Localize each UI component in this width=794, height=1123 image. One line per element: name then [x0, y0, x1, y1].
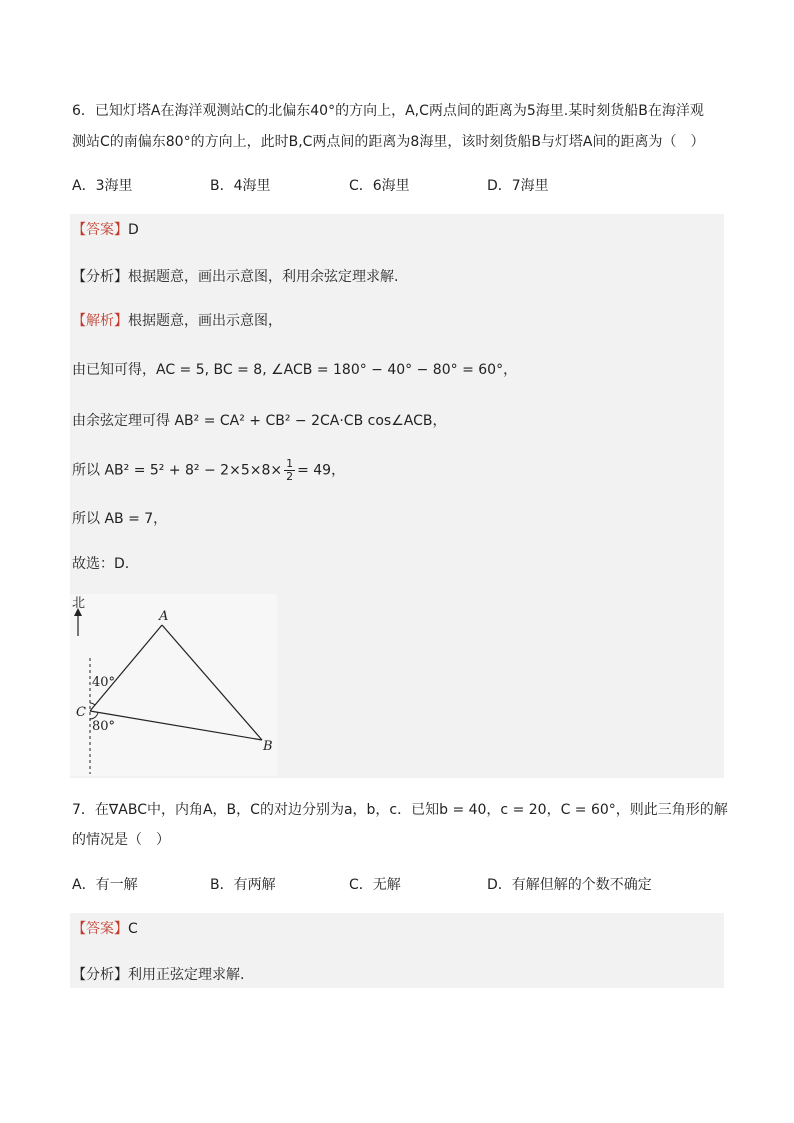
q7-stem-line1: 7．在∇ABC中，内角A，B，C的对边分别为a，b，c．已知b = 40，c = 20，C = 60°，则此三角形的解	[72, 802, 728, 818]
analysis-tag: 【分析】	[72, 269, 128, 285]
fraction-denominator: 2	[286, 470, 294, 483]
q6-option-d: D．7海里	[487, 178, 549, 194]
answer-value: C	[128, 921, 138, 937]
step3-pre: 所以 AB² = 5² + 8² − 2×5×8×	[72, 462, 283, 479]
q6-step4: 所以 AB = 7，	[72, 511, 168, 527]
angle-label-40: 40°	[92, 675, 116, 690]
step3-post: = 49，	[297, 462, 346, 479]
side-cb	[90, 711, 262, 740]
q7-answer	[72, 920, 138, 938]
q6-step1: 由已知可得，AC = 5, BC = 8, ∠ACB = 180° − 40° − 80° = 60°，	[72, 362, 518, 378]
q6-step3	[72, 458, 345, 483]
q6-option-b: B．4海里	[210, 178, 271, 194]
analysis-text: 根据题意，画出示意图，利用余弦定理求解.	[128, 269, 399, 285]
angle-arc-80	[90, 712, 98, 719]
vertex-label-c: C	[76, 705, 86, 720]
q7-option-a: A．有一解	[72, 877, 138, 893]
q7-stem-line2: 的情况是（ ）	[72, 832, 170, 848]
north-label: 北	[72, 596, 86, 611]
angle-label-80: 80°	[92, 719, 116, 734]
solution-tag: 【解析】	[72, 313, 128, 329]
q7-option-c: C．无解	[349, 877, 401, 893]
answer-tag: 【答案】	[72, 921, 128, 937]
q6-diagram	[70, 594, 277, 776]
fraction-half	[284, 458, 295, 483]
side-ab	[162, 625, 262, 740]
q6-option-a: A．3海里	[72, 178, 133, 194]
q6-step2: 由余弦定理可得 AB² = CA² + CB² − 2CA·CB cos∠ACB，	[72, 413, 447, 429]
analysis-text: 利用正弦定理求解.	[128, 967, 245, 983]
q6-stem-line2: 测站C的南偏东80°的方向上，此时B,C两点间的距离为8海里，该时刻货船B与灯塔A间的距离为（ ）	[72, 134, 705, 150]
vertex-label-b: B	[263, 739, 273, 754]
q6-option-c: C．6海里	[349, 178, 410, 194]
q7-analysis	[72, 966, 244, 984]
q6-solution	[72, 312, 282, 330]
q7-option-b: B．有两解	[210, 877, 276, 893]
q6-answer	[72, 221, 139, 239]
side-ca	[90, 625, 162, 711]
q6-conclusion: 故选：D.	[72, 556, 130, 572]
fraction-numerator: 1	[286, 457, 294, 470]
solution-text: 根据题意，画出示意图，	[128, 313, 282, 329]
triangle-diagram	[70, 594, 277, 776]
q7-option-d: D．有解但解的个数不确定	[487, 877, 652, 893]
vertex-label-a: A	[159, 609, 169, 624]
angle-arc-40	[90, 703, 95, 705]
analysis-tag: 【分析】	[72, 967, 128, 983]
q6-analysis	[72, 268, 398, 286]
q6-stem-line1: 6．已知灯塔A在海洋观测站C的北偏东40°的方向上，A,C两点间的距离为5海里.某时刻货船B在海洋观	[72, 103, 704, 119]
answer-value: D	[128, 222, 139, 238]
answer-tag: 【答案】	[72, 222, 128, 238]
